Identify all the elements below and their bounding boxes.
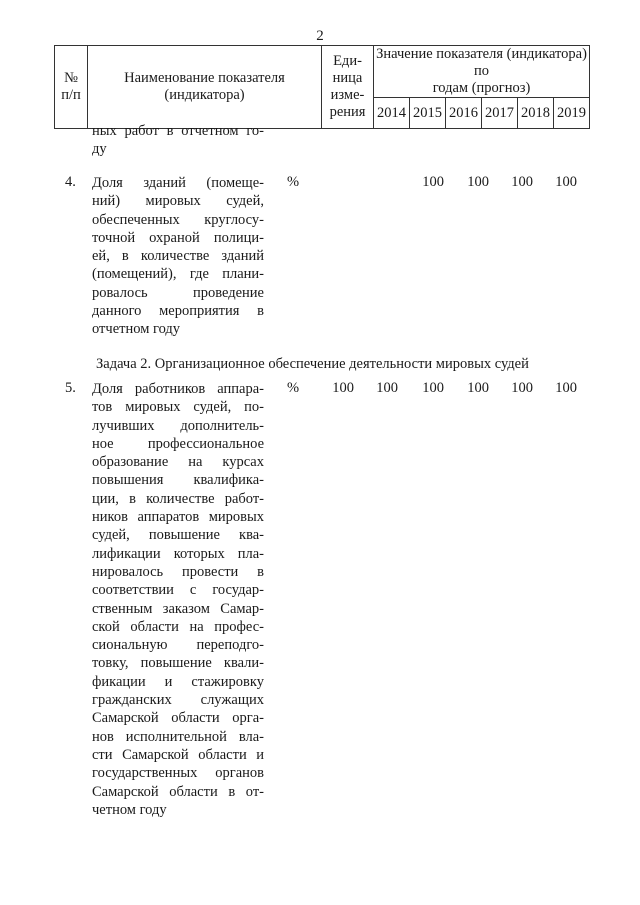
value-cell: 100 — [422, 174, 444, 190]
header-year: 2015 — [410, 98, 446, 129]
text-line: ний) мировых судей, — [92, 193, 264, 210]
text-line: образование на курсах — [92, 454, 264, 471]
text-line: ровалось проведение — [92, 284, 264, 301]
text-line: тов мировых судей, по- — [92, 399, 264, 416]
value-cell: 100 — [511, 174, 533, 190]
row-number: 4. — [65, 174, 76, 190]
text-line: ду — [92, 141, 107, 158]
continuation-text — [92, 122, 264, 159]
header-number-line2: п/п — [61, 87, 81, 103]
text-line: ных работ в отчетном го- — [92, 123, 264, 139]
text-line: Доля работников аппара- — [92, 381, 264, 397]
text-line: сиональную переподго- — [92, 637, 264, 654]
text-line: Самарской области в от- — [92, 783, 264, 800]
text-line: нировалось провести в — [92, 563, 264, 580]
text-line: отчетном году — [92, 321, 181, 338]
text-line: ской области на профес- — [92, 618, 264, 635]
text-line: сти Самарской области и — [92, 746, 264, 763]
text-line: товку, повышение квали- — [92, 655, 264, 672]
text-line: государственных органов — [92, 765, 264, 782]
value-cell: 100 — [422, 380, 444, 396]
text-line: повышения квалифика- — [92, 472, 264, 489]
text-line: Самарской области орга- — [92, 710, 264, 727]
value-cell: 100 — [511, 380, 533, 396]
header-value-group — [374, 46, 590, 98]
text-line: фикации и стажировку — [92, 673, 264, 690]
task-heading: Задача 2. Организационное обеспечение деятельности мировых судей — [96, 356, 529, 372]
row-name — [92, 380, 264, 819]
text-line: Доля зданий (помеще- — [92, 175, 264, 191]
text-line: лификации которых пла- — [92, 545, 264, 562]
text-line: данного мероприятия в — [92, 303, 264, 320]
text-line: обеспеченных круглосу- — [92, 211, 264, 228]
header-name-line2: (индикатора) — [164, 87, 245, 103]
header-value-line2: годам (прогноз) — [432, 80, 531, 96]
text-line: (помещений), где плани- — [92, 266, 264, 283]
page-number: 2 — [316, 28, 324, 44]
header-year: 2019 — [554, 98, 590, 129]
header-unit-line1: Еди- — [333, 53, 362, 69]
text-line: ников аппаратов мировых — [92, 509, 264, 526]
header-name-col — [88, 46, 322, 129]
header-year: 2017 — [482, 98, 518, 129]
value-cell: 100 — [376, 380, 398, 396]
header-year: 2014 — [374, 98, 410, 129]
value-cell: 100 — [555, 380, 577, 396]
header-name-line1: Наименование показателя — [124, 70, 285, 86]
text-line: ей, в количестве зданий — [92, 248, 264, 265]
value-cell: 100 — [555, 174, 577, 190]
header-unit-line2: ница — [332, 70, 363, 86]
row-unit: % — [287, 380, 300, 396]
text-line: ственным заказом Самар- — [92, 600, 264, 617]
header-number-line1: № — [64, 70, 78, 86]
header-year: 2018 — [518, 98, 554, 129]
header-value-line1: Значение показателя (индикатора) по — [376, 46, 587, 79]
text-line: точной охраной полици- — [92, 229, 264, 246]
row-number: 5. — [65, 380, 76, 396]
header-year: 2016 — [446, 98, 482, 129]
text-line: гражданских служащих — [92, 692, 264, 709]
row-unit: % — [287, 174, 300, 190]
text-line: ции, в количестве работ- — [92, 490, 264, 507]
header-unit-line4: рения — [329, 104, 366, 120]
row-name — [92, 174, 264, 339]
header-number-col — [55, 46, 88, 129]
header-unit-col — [322, 46, 374, 129]
value-cell: 100 — [332, 380, 354, 396]
value-cell: 100 — [467, 380, 489, 396]
value-cell: 100 — [467, 174, 489, 190]
text-line: соответствии с государ- — [92, 582, 264, 599]
text-line: четном году — [92, 801, 167, 818]
text-line: судей, повышение ква- — [92, 527, 264, 544]
indicator-table-header — [54, 45, 590, 129]
text-line: нов исполнительной вла- — [92, 728, 264, 745]
text-line: лучивших дополнитель- — [92, 417, 264, 434]
text-line: ное профессиональное — [92, 435, 264, 452]
header-unit-line3: изме- — [330, 87, 365, 103]
